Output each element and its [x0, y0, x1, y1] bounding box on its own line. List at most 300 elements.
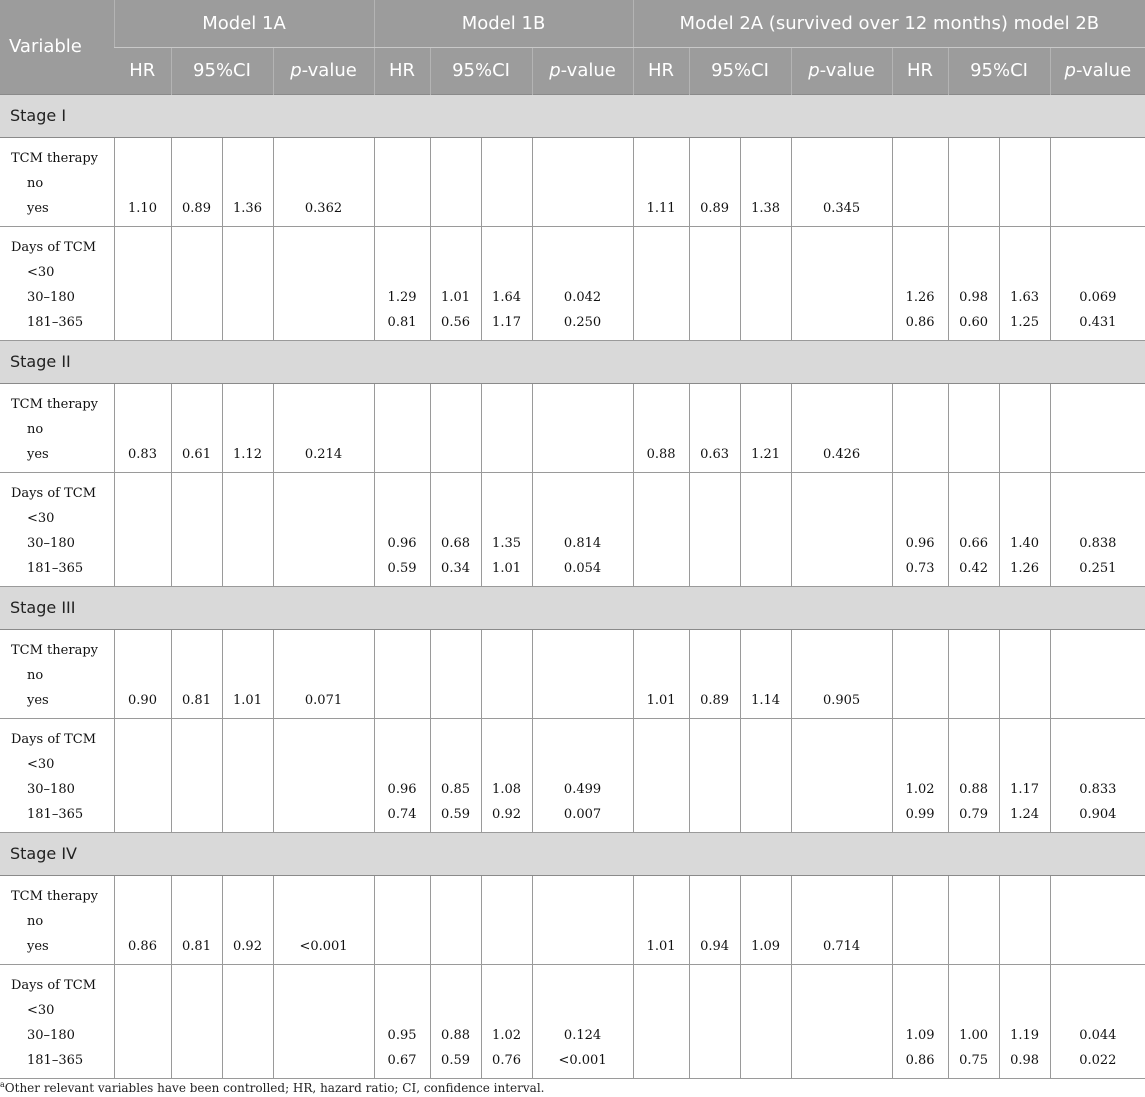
cell-value: 1.02 [905, 781, 935, 797]
cell-value: <0.001 [558, 1052, 607, 1068]
empty-cell [633, 718, 689, 832]
blank-line [172, 146, 222, 171]
blank-line [431, 481, 481, 506]
empty-cell [532, 137, 633, 226]
value-cell [948, 472, 999, 586]
blank-line [431, 727, 481, 752]
blank-line [533, 481, 633, 506]
blank-line [690, 663, 740, 688]
blank-line [172, 884, 222, 909]
stage-row [0, 832, 1145, 875]
value-cell [1050, 964, 1145, 1078]
cell-value: 1.26 [1010, 560, 1040, 576]
blank-line [533, 506, 633, 531]
blank-line [690, 884, 740, 909]
value-cell [374, 472, 430, 586]
blank-line [172, 171, 222, 196]
value-cell [633, 629, 689, 718]
days-of-tcm-row [0, 964, 1145, 1078]
value-cell [430, 472, 481, 586]
blank-line [375, 752, 430, 777]
label-30-180: 30–180 [27, 535, 75, 551]
empty-cell [374, 137, 430, 226]
header-model-1a: Model 1A [114, 0, 374, 47]
value-cell [114, 875, 171, 964]
label-lt30: <30 [27, 510, 55, 526]
label-tcm-therapy: TCM therapy [11, 396, 98, 412]
blank-line [274, 663, 374, 688]
blank-line [741, 171, 791, 196]
value-cell [948, 718, 999, 832]
cell-value: 0.044 [1079, 1027, 1117, 1043]
cell-value: 0.75 [959, 1052, 989, 1068]
label-181-365: 181–365 [27, 806, 84, 822]
cell-value: 1.00 [959, 1027, 989, 1043]
empty-cell [633, 226, 689, 340]
blank-line [1051, 752, 1145, 777]
blank-line [949, 481, 999, 506]
value-cell [374, 226, 430, 340]
blank-line [792, 909, 892, 934]
empty-cell [114, 964, 171, 1078]
cell-value: 0.83 [128, 446, 157, 462]
blank-line [482, 260, 532, 285]
cell-value: 0.96 [905, 535, 935, 551]
cell-value: 1.09 [905, 1027, 935, 1043]
blank-line [375, 506, 430, 531]
cell-value: 1.21 [751, 446, 781, 462]
blank-line [115, 663, 171, 688]
cell-value: 0.426 [822, 446, 861, 462]
days-of-tcm-row [0, 226, 1145, 340]
blank-line [1051, 235, 1145, 260]
value-cell [1050, 472, 1145, 586]
blank-line [274, 884, 374, 909]
cell-value: 1.01 [646, 692, 676, 708]
blank-line [1051, 260, 1145, 285]
empty-cell [892, 137, 948, 226]
value-cell [892, 226, 948, 340]
cell-value: 0.905 [822, 692, 861, 708]
blank-line [690, 417, 740, 442]
value-cell [948, 964, 999, 1078]
cell-value: 1.40 [1010, 535, 1040, 551]
blank-line [949, 506, 999, 531]
blank-line [115, 171, 171, 196]
cell-value: 1.10 [128, 200, 157, 216]
blank-line [375, 998, 430, 1023]
cell-value: 0.251 [1079, 560, 1117, 576]
cell-value: 0.88 [959, 781, 989, 797]
empty-cell [999, 383, 1050, 472]
blank-line [792, 638, 892, 663]
cell-value: 0.362 [304, 200, 343, 216]
label-lt30: <30 [27, 264, 55, 280]
cell-value: 1.26 [905, 289, 935, 305]
cell-value: 1.01 [233, 692, 262, 708]
cell-value: 0.68 [441, 535, 470, 551]
blank-line [949, 727, 999, 752]
blank-line [223, 884, 273, 909]
blank-line [741, 392, 791, 417]
label-tcm-therapy: TCM therapy [11, 642, 98, 658]
subheader-p-value-1a [273, 47, 374, 94]
blank-line [274, 909, 374, 934]
blank-line [1000, 727, 1050, 752]
subheader-ci-1a: 95%CI [171, 47, 273, 94]
cell-value: 0.34 [441, 560, 470, 576]
empty-cell [481, 629, 532, 718]
cell-value: 0.124 [563, 1027, 602, 1043]
blank-line [634, 417, 689, 442]
empty-cell [114, 226, 171, 340]
cell-value: 1.29 [387, 289, 417, 305]
cell-value: 1.36 [233, 200, 262, 216]
cell-value: 0.86 [905, 314, 935, 330]
empty-cell [1050, 629, 1145, 718]
empty-cell [273, 718, 374, 832]
blank-line [634, 663, 689, 688]
value-cell [791, 629, 892, 718]
cell-value: 0.88 [646, 446, 676, 462]
value-cell [999, 718, 1050, 832]
cell-value: 1.64 [492, 289, 521, 305]
blank-line [172, 417, 222, 442]
cell-value: 0.81 [182, 692, 211, 708]
label-days-of-tcm: Days of TCM [11, 239, 97, 255]
cell-value: 0.56 [441, 314, 470, 330]
label-lt30: <30 [27, 756, 55, 772]
blank-line [482, 727, 532, 752]
value-cell [689, 383, 740, 472]
variable-label-cell [0, 718, 114, 832]
blank-line [893, 260, 948, 285]
cell-value: 0.67 [387, 1052, 417, 1068]
blank-line [223, 146, 273, 171]
blank-line [634, 909, 689, 934]
value-cell [791, 137, 892, 226]
blank-line [690, 171, 740, 196]
cell-value: 0.499 [563, 781, 602, 797]
blank-line [634, 884, 689, 909]
cell-value: 1.24 [1010, 806, 1040, 822]
value-cell [374, 964, 430, 1078]
blank-line [533, 235, 633, 260]
value-cell [532, 226, 633, 340]
empty-cell [481, 383, 532, 472]
subheader-hr-1b: HR [374, 47, 430, 94]
value-cell [791, 875, 892, 964]
empty-cell [791, 718, 892, 832]
blank-line [792, 663, 892, 688]
value-cell [273, 137, 374, 226]
cell-value: 0.069 [1079, 289, 1117, 305]
empty-cell [430, 629, 481, 718]
value-cell [999, 964, 1050, 1078]
value-cell [273, 383, 374, 472]
value-cell [532, 472, 633, 586]
blank-line [1051, 973, 1145, 998]
blank-line [375, 235, 430, 260]
cell-value: 1.11 [646, 200, 676, 216]
blank-line [172, 638, 222, 663]
blank-line [274, 171, 374, 196]
blank-line [431, 260, 481, 285]
label-30-180: 30–180 [27, 781, 75, 797]
empty-cell [222, 718, 273, 832]
label-181-365: 181–365 [27, 560, 84, 576]
blank-line [482, 752, 532, 777]
cell-value: 0.63 [700, 446, 730, 462]
variable-label-cell [0, 226, 114, 340]
blank-line [893, 235, 948, 260]
blank-line [172, 909, 222, 934]
blank-line [690, 392, 740, 417]
cell-value: 0.59 [387, 560, 417, 576]
cell-value: 0.98 [959, 289, 989, 305]
variable-label-cell [0, 875, 114, 964]
blank-line [115, 417, 171, 442]
label-days-of-tcm: Days of TCM [11, 731, 97, 747]
cell-value: 0.071 [304, 692, 343, 708]
blank-line [533, 727, 633, 752]
empty-cell [791, 226, 892, 340]
blank-line [274, 638, 374, 663]
days-of-tcm-row [0, 718, 1145, 832]
value-cell [481, 718, 532, 832]
blank-line [375, 481, 430, 506]
value-cell [222, 629, 273, 718]
cell-value: 0.89 [700, 200, 730, 216]
value-cell [740, 629, 791, 718]
blank-line [893, 481, 948, 506]
blank-line [792, 171, 892, 196]
value-cell [532, 964, 633, 1078]
value-cell [532, 718, 633, 832]
empty-cell [740, 718, 791, 832]
blank-line [223, 417, 273, 442]
subheader-ci-2a: 95%CI [689, 47, 791, 94]
empty-cell [740, 964, 791, 1078]
blank-line [431, 506, 481, 531]
blank-line [533, 998, 633, 1023]
blank-line [223, 171, 273, 196]
cell-value: 0.73 [905, 560, 935, 576]
blank-line [223, 392, 273, 417]
value-cell [740, 383, 791, 472]
blank-line [533, 260, 633, 285]
subheader-hr-1a: HR [114, 47, 171, 94]
value-cell [171, 383, 222, 472]
blank-line [1000, 260, 1050, 285]
empty-cell [171, 964, 222, 1078]
blank-line [949, 973, 999, 998]
cell-value: 0.86 [128, 938, 157, 954]
cell-value: 0.74 [387, 806, 417, 822]
blank-line [634, 171, 689, 196]
cell-value: 0.89 [700, 692, 730, 708]
value-cell [171, 629, 222, 718]
empty-cell [171, 472, 222, 586]
tcm-therapy-row [0, 137, 1145, 226]
footnote-marker: a [0, 1080, 5, 1089]
cell-value: 0.714 [822, 938, 861, 954]
blank-line [375, 727, 430, 752]
empty-cell [532, 383, 633, 472]
table-footnote [0, 1080, 544, 1095]
label-30-180: 30–180 [27, 289, 75, 305]
empty-cell [532, 875, 633, 964]
cell-value: 0.92 [233, 938, 262, 954]
empty-cell [892, 383, 948, 472]
empty-cell [273, 964, 374, 1078]
value-cell [633, 137, 689, 226]
empty-cell [374, 875, 430, 964]
cell-value: 1.25 [1010, 314, 1040, 330]
cell-value: 0.42 [959, 560, 989, 576]
variable-label-cell [0, 629, 114, 718]
value-cell [481, 472, 532, 586]
label-no: no [27, 175, 44, 191]
blank-line [482, 481, 532, 506]
empty-cell [689, 718, 740, 832]
blank-line [949, 260, 999, 285]
blank-line [375, 260, 430, 285]
cell-value: 0.054 [563, 560, 602, 576]
blank-line [741, 146, 791, 171]
label-181-365: 181–365 [27, 1052, 84, 1068]
empty-cell [430, 875, 481, 964]
cell-value: 0.76 [492, 1052, 521, 1068]
empty-cell [1050, 137, 1145, 226]
header-variable: Variable [0, 0, 114, 94]
empty-cell [481, 875, 532, 964]
blank-line [533, 973, 633, 998]
blank-line [634, 638, 689, 663]
blank-line [482, 973, 532, 998]
blank-line [115, 392, 171, 417]
empty-cell [892, 629, 948, 718]
blank-line [792, 417, 892, 442]
empty-cell [740, 226, 791, 340]
value-cell [689, 875, 740, 964]
cell-value: 0.007 [563, 806, 602, 822]
value-cell [791, 383, 892, 472]
value-cell [633, 875, 689, 964]
subheader-p-value-1b [532, 47, 633, 94]
blank-line [949, 235, 999, 260]
empty-cell [633, 964, 689, 1078]
blank-line [274, 417, 374, 442]
days-of-tcm-row [0, 472, 1145, 586]
blank-line [893, 752, 948, 777]
value-cell [114, 629, 171, 718]
cell-value: <0.001 [299, 938, 348, 954]
label-tcm-therapy: TCM therapy [11, 888, 98, 904]
cell-value: 0.96 [387, 781, 417, 797]
label-yes: yes [27, 692, 49, 708]
empty-cell [374, 383, 430, 472]
value-cell [892, 718, 948, 832]
empty-cell [689, 226, 740, 340]
stage-label: Stage I [0, 94, 1145, 137]
blank-line [634, 392, 689, 417]
blank-line [1051, 727, 1145, 752]
cell-value: 1.01 [441, 289, 470, 305]
cell-value: 0.90 [128, 692, 157, 708]
empty-cell [114, 472, 171, 586]
empty-cell [948, 629, 999, 718]
blank-line [274, 392, 374, 417]
value-cell [222, 875, 273, 964]
cell-value: 0.94 [700, 938, 730, 954]
header-model-1b: Model 1B [374, 0, 633, 47]
empty-cell [532, 629, 633, 718]
blank-line [431, 235, 481, 260]
p-italic: p [290, 60, 302, 81]
value-cell [948, 226, 999, 340]
value-cell [114, 137, 171, 226]
label-yes: yes [27, 446, 49, 462]
blank-line [690, 909, 740, 934]
cell-value: 1.01 [492, 560, 521, 576]
p-italic: p [1064, 60, 1076, 81]
empty-cell [689, 472, 740, 586]
blank-line [792, 392, 892, 417]
cell-value: 0.86 [905, 1052, 935, 1068]
label-no: no [27, 667, 44, 683]
header-model-2a-2b: Model 2A (survived over 12 months) model 2B [633, 0, 1145, 47]
blank-line [1000, 752, 1050, 777]
empty-cell [948, 875, 999, 964]
p-suffix: -value [819, 60, 875, 81]
blank-line [223, 638, 273, 663]
blank-line [893, 506, 948, 531]
value-cell [999, 226, 1050, 340]
empty-cell [171, 226, 222, 340]
subheader-p-value-2a [791, 47, 892, 94]
p-suffix: -value [1075, 60, 1132, 81]
empty-cell [171, 718, 222, 832]
blank-line [223, 909, 273, 934]
empty-cell [948, 383, 999, 472]
value-cell [892, 964, 948, 1078]
cell-value: 0.214 [304, 446, 343, 462]
cell-value: 0.60 [959, 314, 989, 330]
empty-cell [999, 137, 1050, 226]
label-lt30: <30 [27, 1002, 55, 1018]
stage-row [0, 586, 1145, 629]
cell-value: 1.17 [492, 314, 521, 330]
blank-line [741, 663, 791, 688]
cell-value: 0.95 [387, 1027, 417, 1043]
cell-value: 0.833 [1079, 781, 1117, 797]
empty-cell [892, 875, 948, 964]
blank-line [274, 146, 374, 171]
blank-line [431, 752, 481, 777]
empty-cell [273, 226, 374, 340]
cell-value: 0.904 [1079, 806, 1117, 822]
blank-line [482, 235, 532, 260]
value-cell [273, 629, 374, 718]
empty-cell [374, 629, 430, 718]
blank-line [690, 146, 740, 171]
value-cell [430, 718, 481, 832]
cell-value: 0.66 [959, 535, 989, 551]
tcm-therapy-row [0, 383, 1145, 472]
cell-value: 1.12 [233, 446, 262, 462]
blank-line [893, 727, 948, 752]
